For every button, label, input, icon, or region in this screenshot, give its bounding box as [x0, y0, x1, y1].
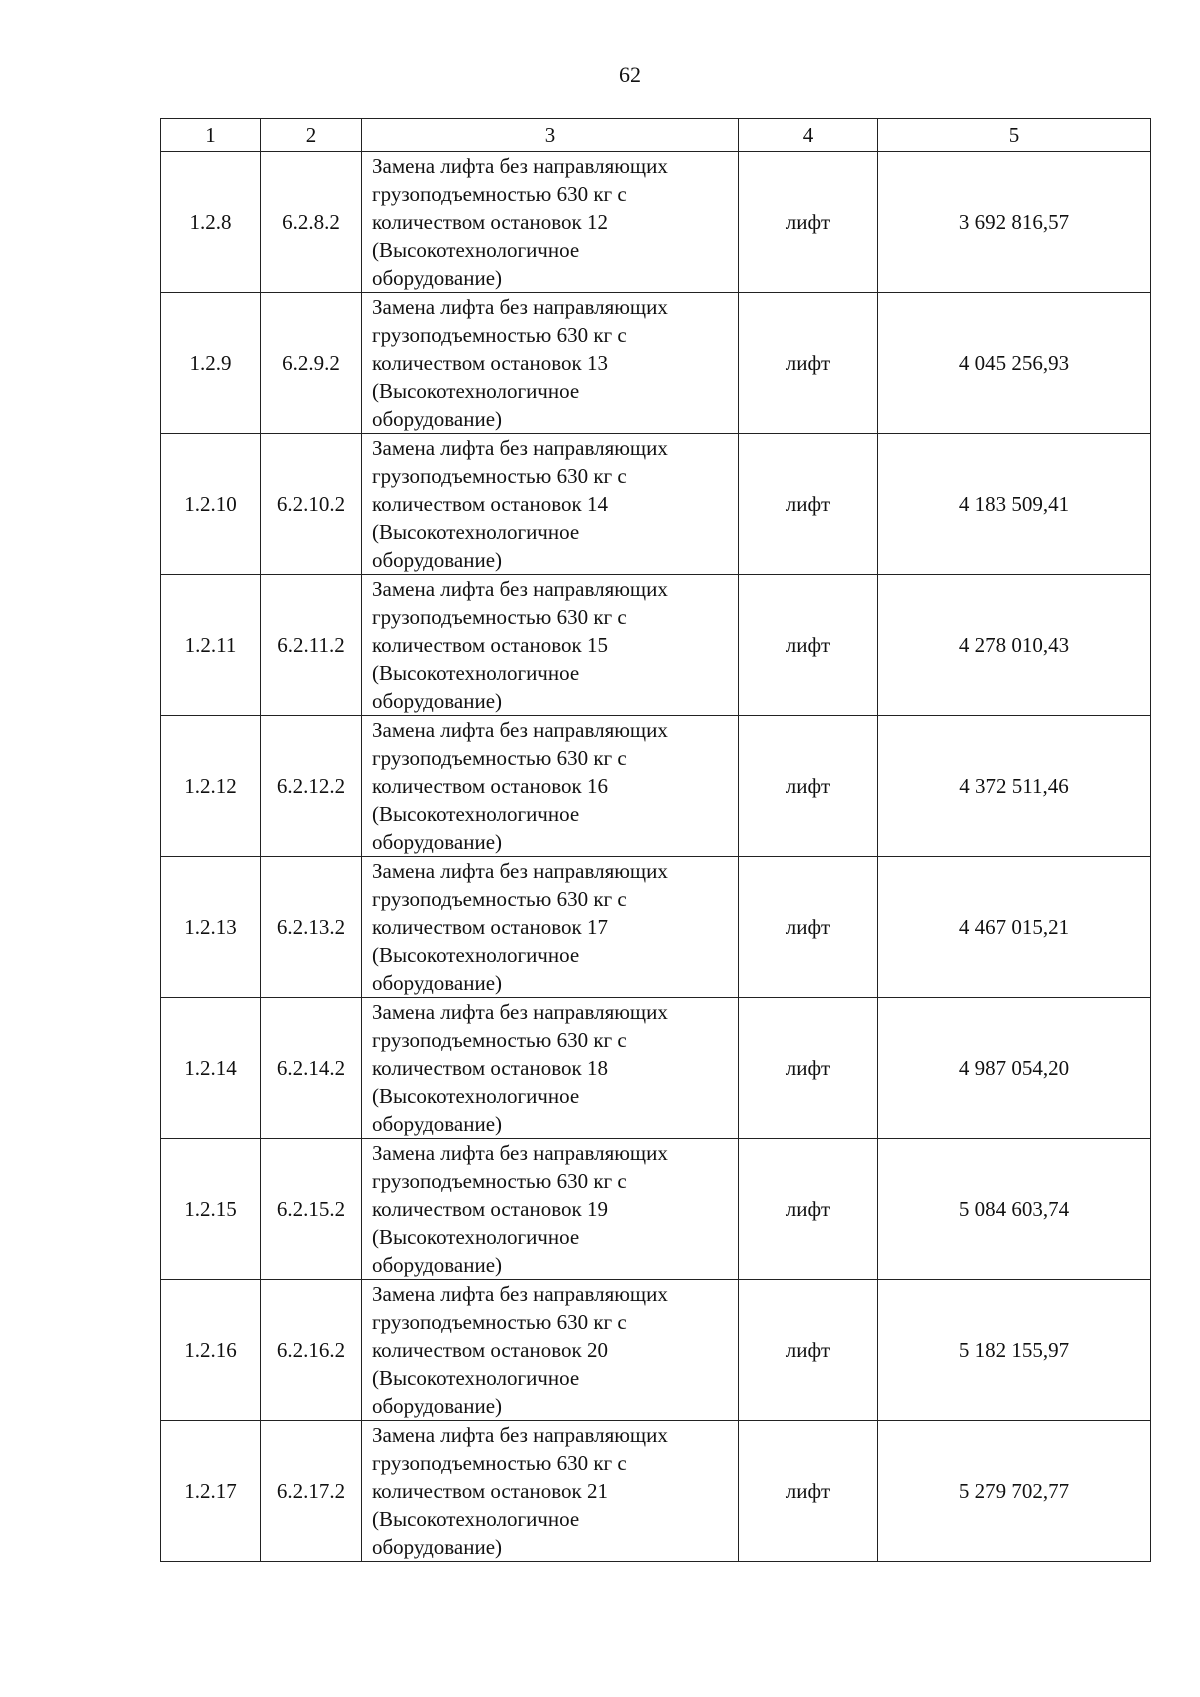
description-line: Замена лифта без направляющих — [372, 1141, 668, 1165]
item-code-cell: 6.2.13.2 — [261, 857, 362, 998]
table-header-row — [161, 119, 1151, 152]
item-number-cell: 1.2.15 — [161, 1139, 261, 1280]
description-line: (Высокотехнологичное — [372, 379, 580, 403]
description-line: оборудование) — [372, 548, 503, 572]
description-line: количеством остановок 19 — [372, 1197, 608, 1221]
table-row — [161, 293, 1151, 434]
table-row — [161, 1280, 1151, 1421]
table-row — [161, 1139, 1151, 1280]
item-unit-cell: лифт — [739, 293, 878, 434]
description-line: оборудование) — [372, 1253, 503, 1277]
description-line: оборудование) — [372, 266, 503, 290]
description-line: количеством остановок 16 — [372, 774, 608, 798]
description-line: (Высокотехнологичное — [372, 1225, 580, 1249]
item-unit-cell: лифт — [739, 434, 878, 575]
item-price-cell: 4 467 015,21 — [878, 857, 1151, 998]
item-description-cell — [362, 998, 739, 1139]
description-line: оборудование) — [372, 1394, 503, 1418]
description-line: Замена лифта без направляющих — [372, 577, 668, 601]
description-line: количеством остановок 15 — [372, 633, 608, 657]
description-line: количеством остановок 14 — [372, 492, 608, 516]
description-line: грузоподъемностью 630 кг с — [372, 605, 627, 629]
description-line: грузоподъемностью 630 кг с — [372, 1310, 627, 1334]
item-price-cell: 5 084 603,74 — [878, 1139, 1151, 1280]
table-row — [161, 857, 1151, 998]
item-number-cell: 1.2.17 — [161, 1421, 261, 1562]
item-unit-cell: лифт — [739, 1139, 878, 1280]
item-description-cell — [362, 857, 739, 998]
description-line: грузоподъемностью 630 кг с — [372, 464, 627, 488]
item-price-cell: 3 692 816,57 — [878, 152, 1151, 293]
table-row — [161, 575, 1151, 716]
item-code-cell: 6.2.14.2 — [261, 998, 362, 1139]
description-line: оборудование) — [372, 689, 503, 713]
item-code-cell: 6.2.15.2 — [261, 1139, 362, 1280]
item-unit-cell: лифт — [739, 1421, 878, 1562]
item-code-cell: 6.2.17.2 — [261, 1421, 362, 1562]
description-line: (Высокотехнологичное — [372, 238, 580, 262]
table-row — [161, 152, 1151, 293]
item-code-cell: 6.2.9.2 — [261, 293, 362, 434]
description-line: (Высокотехнологичное — [372, 1507, 580, 1531]
description-line: грузоподъемностью 630 кг с — [372, 1451, 627, 1475]
description-line: грузоподъемностью 630 кг с — [372, 887, 627, 911]
description-line: Замена лифта без направляющих — [372, 436, 668, 460]
description-line: грузоподъемностью 630 кг с — [372, 746, 627, 770]
description-line: оборудование) — [372, 1112, 503, 1136]
description-line: (Высокотехнологичное — [372, 802, 580, 826]
item-description-cell — [362, 1421, 739, 1562]
item-description-cell — [362, 1139, 739, 1280]
description-line: количеством остановок 17 — [372, 915, 608, 939]
description-line: количеством остановок 12 — [372, 210, 608, 234]
description-line: количеством остановок 20 — [372, 1338, 608, 1362]
description-line: оборудование) — [372, 971, 503, 995]
description-line: (Высокотехнологичное — [372, 661, 580, 685]
description-line: Замена лифта без направляющих — [372, 859, 668, 883]
column-header-4: 4 — [739, 119, 878, 152]
item-unit-cell: лифт — [739, 857, 878, 998]
column-header-5: 5 — [878, 119, 1151, 152]
item-price-cell: 4 278 010,43 — [878, 575, 1151, 716]
page-number: 62 — [619, 62, 641, 87]
description-line: оборудование) — [372, 1535, 503, 1559]
table-body — [161, 152, 1151, 1562]
item-number-cell: 1.2.9 — [161, 293, 261, 434]
description-line: Замена лифта без направляющих — [372, 1282, 668, 1306]
description-line: Замена лифта без направляющих — [372, 718, 668, 742]
item-number-cell: 1.2.10 — [161, 434, 261, 575]
item-code-cell: 6.2.11.2 — [261, 575, 362, 716]
item-unit-cell: лифт — [739, 152, 878, 293]
column-header-2: 2 — [261, 119, 362, 152]
description-line: количеством остановок 18 — [372, 1056, 608, 1080]
table-row — [161, 1421, 1151, 1562]
description-line: Замена лифта без направляющих — [372, 154, 668, 178]
item-description-cell — [362, 293, 739, 434]
description-line: Замена лифта без направляющих — [372, 1423, 668, 1447]
item-number-cell: 1.2.12 — [161, 716, 261, 857]
table-row — [161, 998, 1151, 1139]
description-line: Замена лифта без направляющих — [372, 1000, 668, 1024]
item-unit-cell: лифт — [739, 575, 878, 716]
item-price-cell: 5 182 155,97 — [878, 1280, 1151, 1421]
item-number-cell: 1.2.16 — [161, 1280, 261, 1421]
description-line: количеством остановок 13 — [372, 351, 608, 375]
item-code-cell: 6.2.12.2 — [261, 716, 362, 857]
item-description-cell — [362, 575, 739, 716]
item-unit-cell: лифт — [739, 716, 878, 857]
description-line: грузоподъемностью 630 кг с — [372, 182, 627, 206]
item-code-cell: 6.2.16.2 — [261, 1280, 362, 1421]
item-number-cell: 1.2.11 — [161, 575, 261, 716]
item-number-cell: 1.2.8 — [161, 152, 261, 293]
description-line: (Высокотехнологичное — [372, 943, 580, 967]
item-price-cell: 4 372 511,46 — [878, 716, 1151, 857]
price-table — [160, 118, 1151, 1562]
table-row — [161, 434, 1151, 575]
item-price-cell: 4 045 256,93 — [878, 293, 1151, 434]
item-description-cell — [362, 1280, 739, 1421]
column-header-1: 1 — [161, 119, 261, 152]
description-line: количеством остановок 21 — [372, 1479, 608, 1503]
description-line: оборудование) — [372, 407, 503, 431]
description-line: (Высокотехнологичное — [372, 520, 580, 544]
item-code-cell: 6.2.10.2 — [261, 434, 362, 575]
description-line: грузоподъемностью 630 кг с — [372, 323, 627, 347]
description-line: Замена лифта без направляющих — [372, 295, 668, 319]
item-number-cell: 1.2.13 — [161, 857, 261, 998]
description-line: (Высокотехнологичное — [372, 1366, 580, 1390]
item-price-cell: 4 183 509,41 — [878, 434, 1151, 575]
item-price-cell: 4 987 054,20 — [878, 998, 1151, 1139]
table-row — [161, 716, 1151, 857]
column-header-3: 3 — [362, 119, 739, 152]
item-description-cell — [362, 716, 739, 857]
item-unit-cell: лифт — [739, 1280, 878, 1421]
description-line: грузоподъемностью 630 кг с — [372, 1169, 627, 1193]
item-description-cell — [362, 434, 739, 575]
item-code-cell: 6.2.8.2 — [261, 152, 362, 293]
item-unit-cell: лифт — [739, 998, 878, 1139]
description-line: оборудование) — [372, 830, 503, 854]
item-price-cell: 5 279 702,77 — [878, 1421, 1151, 1562]
item-number-cell: 1.2.14 — [161, 998, 261, 1139]
description-line: (Высокотехнологичное — [372, 1084, 580, 1108]
item-description-cell — [362, 152, 739, 293]
description-line: грузоподъемностью 630 кг с — [372, 1028, 627, 1052]
